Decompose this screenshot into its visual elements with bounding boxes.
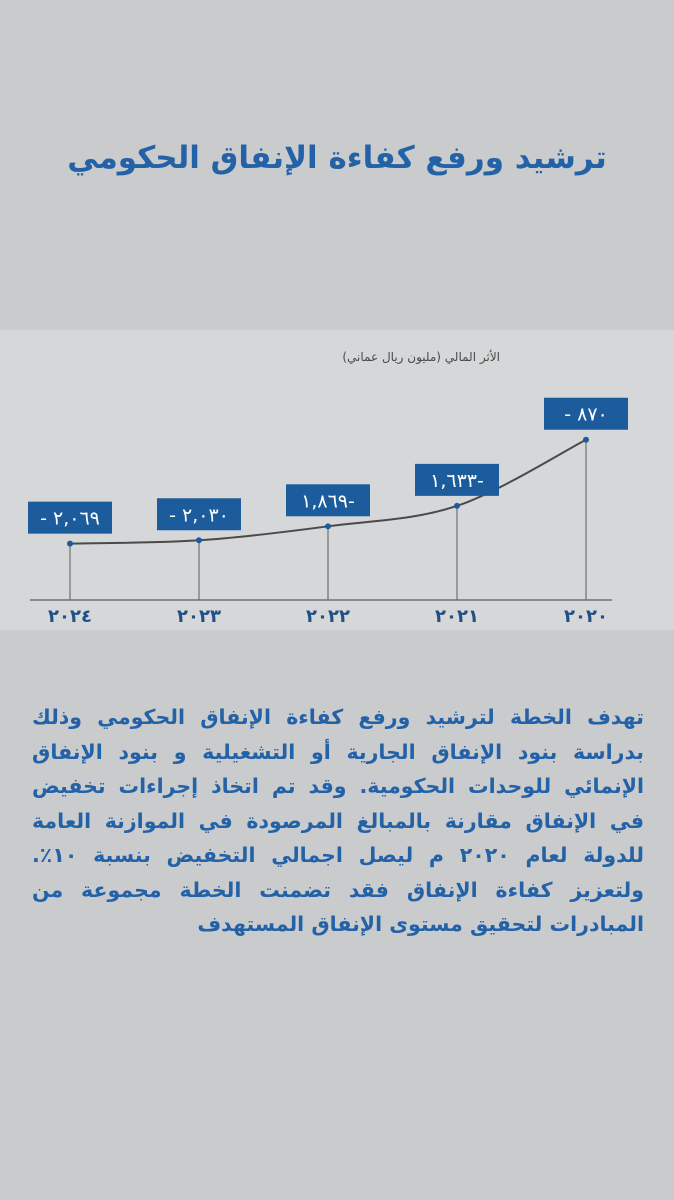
- financial-impact-chart: [0, 330, 674, 630]
- data-point-2: [325, 523, 331, 529]
- x-tick-3: ٢٠٢٣: [177, 606, 221, 627]
- value-label-1: -١,٦٣٣: [430, 469, 484, 492]
- value-label-2: -١,٨٦٩: [301, 490, 355, 513]
- x-tick-4: ٢٠٢٤: [48, 606, 92, 627]
- chart-panel: [0, 330, 674, 630]
- x-tick-2: ٢٠٢٢: [306, 606, 350, 627]
- data-point-3: [196, 537, 202, 543]
- data-point-4: [67, 541, 73, 547]
- page-title: ترشيد ورفع كفاءة الإنفاق الحكومي: [67, 140, 607, 176]
- data-point-1: [454, 503, 460, 509]
- x-tick-1: ٢٠٢١: [435, 606, 479, 627]
- chart-ylabel: الأثر المالي (مليون ريال عماني): [342, 350, 500, 364]
- value-label-3: ٢,٠٣٠ -: [169, 504, 229, 527]
- x-tick-0: ٢٠٢٠: [564, 606, 608, 627]
- value-label-0: ٨٧٠ -: [564, 403, 608, 426]
- value-label-4: ٢,٠٦٩ -: [40, 507, 100, 530]
- data-point-0: [583, 437, 589, 443]
- body-text: تهدف الخطة لترشيد ورفع كفاءة الإنفاق الحكومي وذلك بدراسة بنود الإنفاق الجارية أو التشغيلية و بنود الإنفاق الإنمائي للوحدات الحكومية. وقد تم اتخاذ إجراءات تخفيض في الإنفاق مقارنة بالمبالغ المرصودة في الموازنة العامة للدولة لعام ٢٠٢٠ م ليصل اجمالي التخفيض بنسبة ١٠٪. ولتعزيز كفاءة الإنفاق فقد تضمنت الخطة مجموعة من المبادرات لتحقيق مستوى الإنفاق المستهدف: [32, 705, 645, 936]
